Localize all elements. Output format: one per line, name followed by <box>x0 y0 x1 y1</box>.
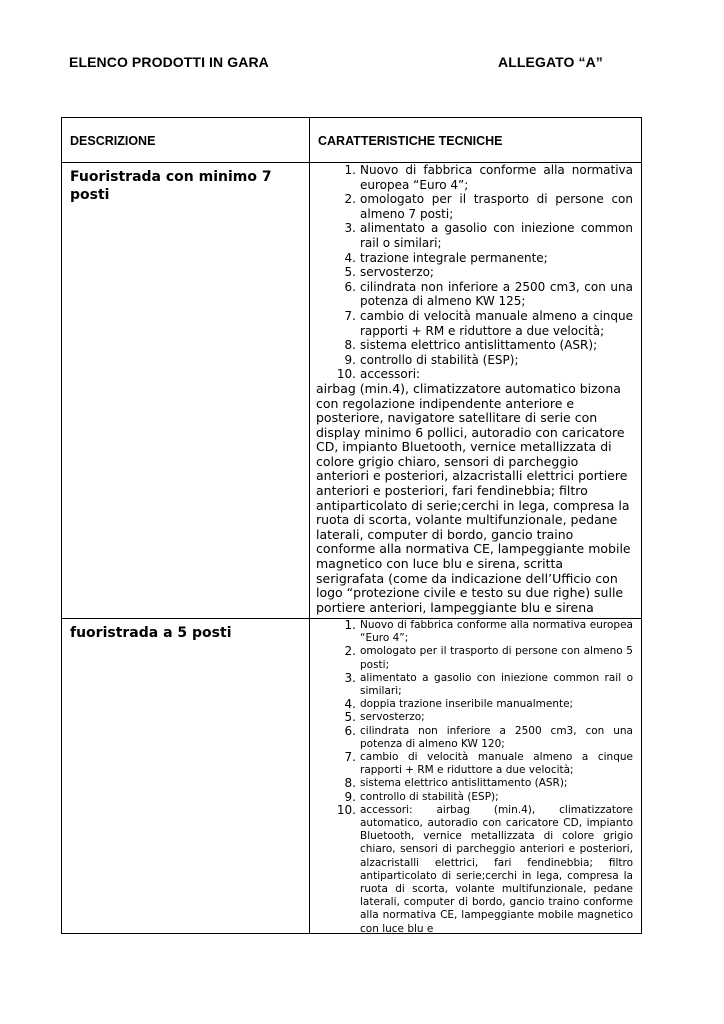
spec-item: 4. trazione integrale permanente; <box>344 250 548 265</box>
accessories-paragraph: airbag (min.4), climatizzatore automatico bizona con regolazione indipendente anteriore e posteriore, navigatore satellitare di serie con display minimo 6 pollici, autoradio con caricatore CD, impianto Bluetooth, vernice metallizzata di colore grigio chiaro, sensori di parcheggio anteriori e posteriori, alzacristalli elettrici portiere anteriori e posteriori, fari fendinebbia; filtro antiparticolato di serie;cerchi in lega, compresa la ruota di scorta, volante multifunzionale, pedane laterali, computer di bordo, gancio traino conforme alla normativa CE, lampeggiante mobile magnetico con luce blu e sirena, scritta serigrafata (come da indicazione dell’Ufficio con logo “protezione civile e testo su due righe) sulle portiere anteriori, lampeggiante blu e sirena <box>316 380 631 615</box>
spec-item: 10. accessori: <box>336 367 421 382</box>
product-name: Fuoristrada con minimo 7 posti <box>70 169 272 203</box>
attachment-label: ALLEGATO “A” <box>498 54 603 70</box>
table-row <box>62 619 642 934</box>
product-description-cell <box>62 163 310 619</box>
spec-list <box>310 619 641 933</box>
spec-item: 9. controllo di stabilità (ESP); <box>344 789 499 804</box>
column-header-specs: CARATTERISTICHE TECNICHE <box>310 118 642 163</box>
spec-item: 6. cilindrata non inferiore a 2500 cm3, con una potenza di almeno KW 120; <box>344 723 633 750</box>
spec-item: 1. Nuovo di fabbrica conforme alla normativa europea “Euro 4”; <box>344 619 633 645</box>
spec-item: 7. cambio di velocità manuale almeno a cinque rapporti + RM e riduttore a due velocità; <box>344 750 633 777</box>
spec-item: 2. omologato per il trasporto di persone con almeno 5 posti; <box>344 644 633 671</box>
spec-item: 9. controllo di stabilità (ESP); <box>344 352 519 367</box>
spec-item: 1. Nuovo di fabbrica conforme alla normativa europea “Euro 4”; <box>344 163 633 192</box>
spec-item: 3. alimentato a gasolio con iniezione common rail o similari; <box>344 221 633 250</box>
products-table <box>61 117 642 934</box>
spec-item: 6. cilindrata non inferiore a 2500 cm3, con una potenza di almeno KW 125; <box>344 279 633 309</box>
spec-item: 7. cambio di velocità manuale almeno a cinque rapporti + RM e riduttore a due velocità; <box>344 308 633 338</box>
spec-item: 8. sistema elettrico antislittamento (ASR); <box>344 338 598 353</box>
product-specs-cell <box>310 619 642 934</box>
column-header-description: DESCRIZIONE <box>62 118 310 163</box>
spec-item: 10. accessori: airbag (min.4), climatizzatore automatico, autoradio con caricatore CD, impianto Bluetooth, vernice metallizzata di colore grigio chiaro, sensori di parcheggio anteriori e posteriori, alzacristalli elettrici, fari fendinebbia; filtro antiparticolato di serie;cerchi in lega, compresa la ruota di scorta, volante multifunzionale, pedane laterali, computer di bordo, gancio traino conforme alla normativa CE, lampeggiante mobile magnetico con luce blu e <box>336 802 633 933</box>
table-row <box>62 163 642 619</box>
spec-item: 2. omologato per il trasporto di persone con almeno 7 posti; <box>344 192 633 221</box>
table-header-row <box>62 118 642 163</box>
spec-item: 5. servosterzo; <box>344 710 425 725</box>
spec-item: 4. doppia trazione inseribile manualmente; <box>344 697 574 712</box>
product-description-cell <box>62 619 310 934</box>
product-name: fuoristrada a 5 posti <box>70 625 232 641</box>
spec-item: 3. alimentato a gasolio con iniezione common rail o similari; <box>344 670 633 698</box>
product-specs-cell <box>310 163 642 619</box>
spec-item: 8. sistema elettrico antislittamento (ASR); <box>344 776 568 791</box>
document-title: ELENCO PRODOTTI IN GARA <box>69 54 269 70</box>
spec-list <box>310 163 641 382</box>
spec-item: 5. servosterzo; <box>344 265 434 280</box>
